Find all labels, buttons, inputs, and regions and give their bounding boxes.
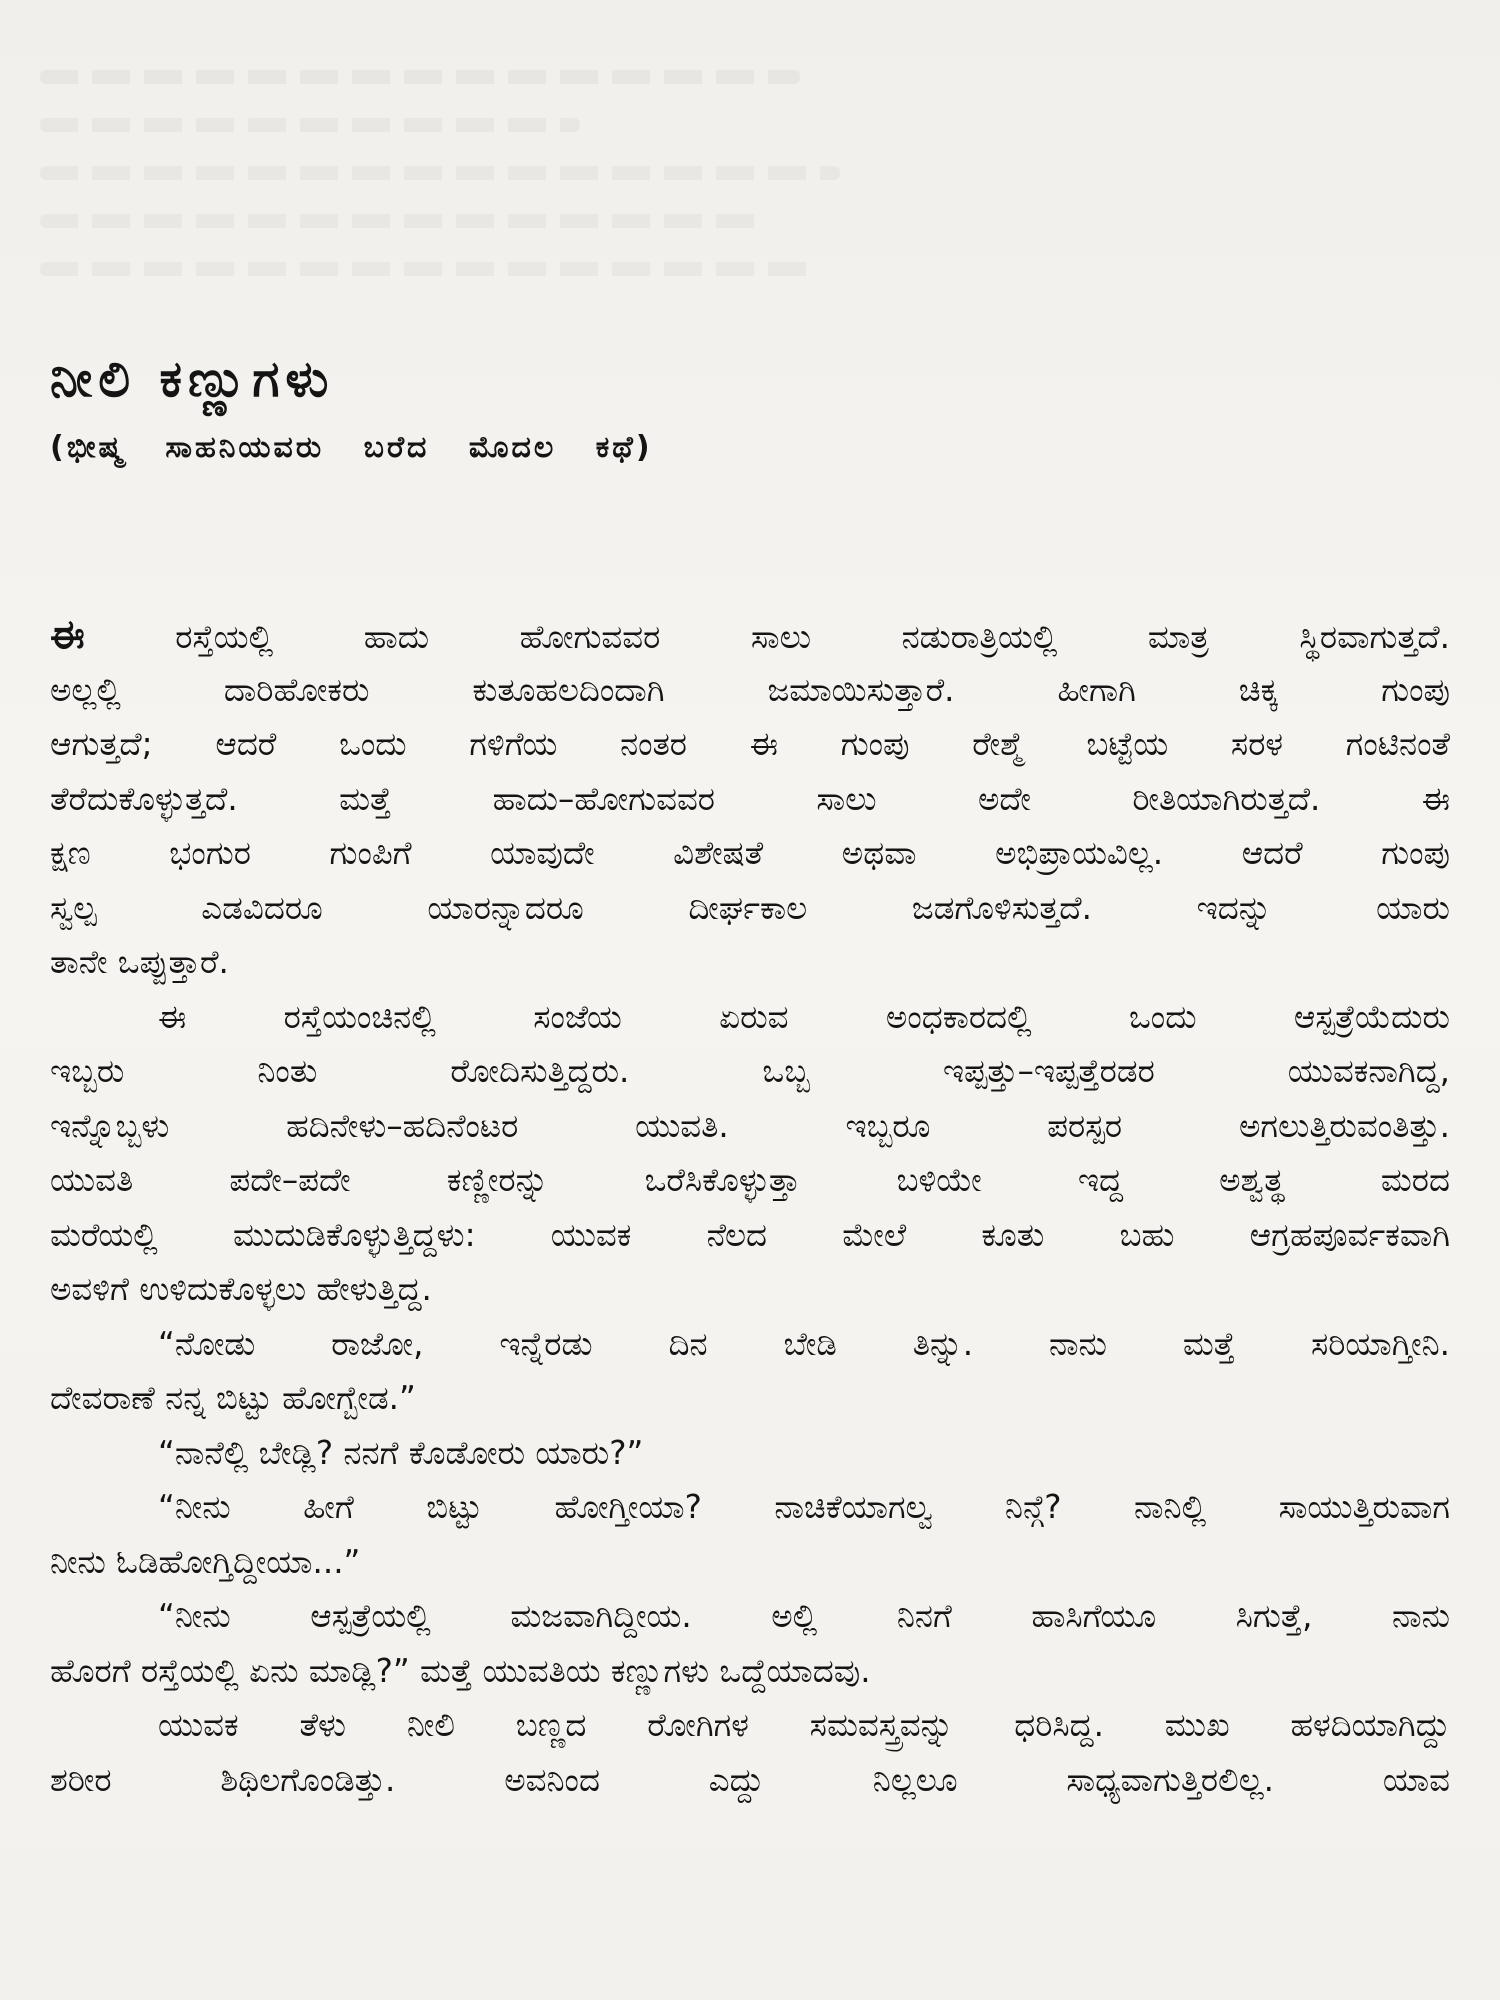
paragraph-5-line-2: ನೀನು ಓಡಿಹೋಗ್ತಿದ್ದೀಯಾ...” [50, 1542, 361, 1581]
paragraph-2-line-1: ಈ ರಸ್ತೆಯಂಚಿನಲ್ಲಿ ಸಂಜೆಯ ಏರುವ ಅಂಧಕಾರದಲ್ಲಿ ಒಂದು ಆಸ್ಪತ್ರೆಯೆದುರು [158, 997, 1450, 1036]
paragraph-6-line-1: “ನೀನು ಆಸ್ಪತ್ರೆಯಲ್ಲಿ ಮಜವಾಗಿದ್ದೀಯ. ಅಲ್ಲಿ ನಿನಗೆ ಹಾಸಿಗೆಯೂ ಸಿಗುತ್ತೆ, ನಾನು [158, 1597, 1450, 1635]
paragraph-1-line-3: ಆಗುತ್ತದೆ; ಆದರೆ ಒಂದು ಗಳಿಗೆಯ ನಂತರ ಈ ಗುಂಪು ರೇಶ್ಮೆ ಬಟ್ಟೆಯ ಸರಳ ಗಂಟಿನಂತೆ [50, 725, 1450, 763]
paragraph-1-line-4: ತೆರೆದುಕೊಳ್ಳುತ್ತದೆ. ಮತ್ತೆ ಹಾದು–ಹೋಗುವವರ ಸಾಲು ಅದೇ ರೀತಿಯಾಗಿರುತ್ತದೆ. ಈ [50, 779, 1450, 818]
paragraph-5-line-1: “ನೀನು ಹೀಗೆ ಬಿಟ್ಟು ಹೋಗ್ತೀಯಾ? ನಾಚಿಕೆಯಾಗಲ್ವ ನಿನ್ಗೆ? ನಾನಿಲ್ಲಿ ಸಾಯುತ್ತಿರುವಾಗ [158, 1488, 1450, 1526]
paragraph-7-line-1: ಯುವಕ ತೆಳು ನೀಲಿ ಬಣ್ಣದ ರೋಗಿಗಳ ಸಮವಸ್ತ್ರವನ್ನು ಧರಿಸಿದ್ದ. ಮುಖ ಹಳದಿಯಾಗಿದ್ದು [158, 1706, 1450, 1744]
paragraph-2-line-4: ಯುವತಿ ಪದೇ–ಪದೇ ಕಣ್ಣೀರನ್ನು ಒರೆಸಿಕೊಳ್ಳುತ್ತಾ ಬಳಿಯೇ ಇದ್ದ ಅಶ್ವತ್ಥ ಮರದ [50, 1161, 1450, 1199]
paragraph-3-line-1: “ನೋಡು ರಾಜೋ, ಇನ್ನೆರಡು ದಿನ ಬೇಡಿ ತಿನ್ನು. ನಾನು ಮತ್ತೆ ಸರಿಯಾಗ್ತೀನಿ. [158, 1324, 1450, 1363]
paragraph-2-line-6: ಅವಳಿಗೆ ಉಳಿದುಕೊಳ್ಳಲು ಹೇಳುತ್ತಿದ್ದ. [50, 1270, 432, 1308]
paragraph-2-line-2: ಇಬ್ಬರು ನಿಂತು ರೋದಿಸುತ್ತಿದ್ದರು. ಒಬ್ಬ ಇಪ್ಪತ್ತು–ಇಪ್ಪತ್ತೆರಡರ ಯುವಕನಾಗಿದ್ದ, [50, 1052, 1450, 1090]
paragraph-1-line-1-text: ರಸ್ತೆಯಲ್ಲಿ ಹಾದು ಹೋಗುವವರ ಸಾಲು ನಡುರಾತ್ರಿಯಲ್ಲಿ ಮಾತ್ರ ಸ್ಥಿರವಾಗುತ್ತದೆ. [84, 618, 1450, 656]
paragraph-1-line-7: ತಾನೇ ಒಪ್ಪುತ್ತಾರೆ. [50, 943, 229, 981]
story-body [50, 608, 1450, 1807]
paragraph-1-line-1 [50, 608, 1450, 663]
paragraph-4-line-1: “ನಾನೆಲ್ಲಿ ಬೇಡ್ಲಿ? ನನಗೆ ಕೊಡೋರು ಯಾರು?” [158, 1433, 644, 1472]
paragraph-2-line-3: ಇನ್ನೊಬ್ಬಳು ಹದಿನೇಳು–ಹದಿನೆಂಟರ ಯುವತಿ. ಇಬ್ಬರೂ ಪರಸ್ಪರ ಅಗಲುತ್ತಿರುವಂತಿತ್ತು. [50, 1106, 1450, 1145]
paragraph-6-line-2: ಹೊರಗೆ ರಸ್ತೆಯಲ್ಲಿ ಏನು ಮಾಡ್ಲಿ?” ಮತ್ತೆ ಯುವತಿಯ ಕಣ್ಣುಗಳು ಒದ್ದೆಯಾದವು. [50, 1651, 871, 1690]
paragraph-1-line-6: ಸ್ವಲ್ಪ ಎಡವಿದರೂ ಯಾರನ್ನಾದರೂ ದೀರ್ಘಕಾಲ ಜಡಗೊಳಿಸುತ್ತದೆ. ಇದನ್ನು ಯಾರು [50, 888, 1450, 927]
paragraph-7-line-2: ಶರೀರ ಶಿಥಿಲಗೊಂಡಿತ್ತು. ಅವನಿಂದ ಎದ್ದು ನಿಲ್ಲಲೂ ಸಾಧ್ಯವಾಗುತ್ತಿರಲಿಲ್ಲ. ಯಾವ [50, 1760, 1450, 1799]
paragraph-3-line-2: ದೇವರಾಣೆ ನನ್ನ ಬಿಟ್ಟು ಹೋಗ್ಬೇಡ.” [50, 1379, 416, 1417]
bleed-through-text [40, 70, 1040, 310]
story-title: ನೀಲಿ ಕಣ್ಣುಗಳು [50, 350, 335, 408]
paragraph-1-line-2: ಅಲ್ಲಲ್ಲಿ ದಾರಿಹೋಕರು ಕುತೂಹಲದಿಂದಾಗಿ ಜಮಾಯಿಸುತ್ತಾರೆ. ಹೀಗಾಗಿ ಚಿಕ್ಕ ಗುಂಪು [50, 670, 1450, 709]
drop-cap: ಈ [50, 612, 85, 658]
paragraph-2-line-5: ಮರೆಯಲ್ಲಿ ಮುದುಡಿಕೊಳ್ಳುತ್ತಿದ್ದಳು: ಯುವಕ ನೆಲದ ಮೇಲೆ ಕೂತು ಬಹು ಆಗ್ರಹಪೂರ್ವಕವಾಗಿ [50, 1215, 1450, 1254]
story-subtitle: (ಭೀಷ್ಮ ಸಾಹನಿಯವರು ಬರೆದ ಮೊದಲ ಕಥೆ) [50, 430, 653, 465]
paragraph-1-line-5: ಕ್ಷಣ ಭಂಗುರ ಗುಂಪಿಗೆ ಯಾವುದೇ ವಿಶೇಷತೆ ಅಥವಾ ಅಭಿಪ್ರಾಯವಿಲ್ಲ. ಆದರೆ ಗುಂಪು [50, 834, 1450, 872]
